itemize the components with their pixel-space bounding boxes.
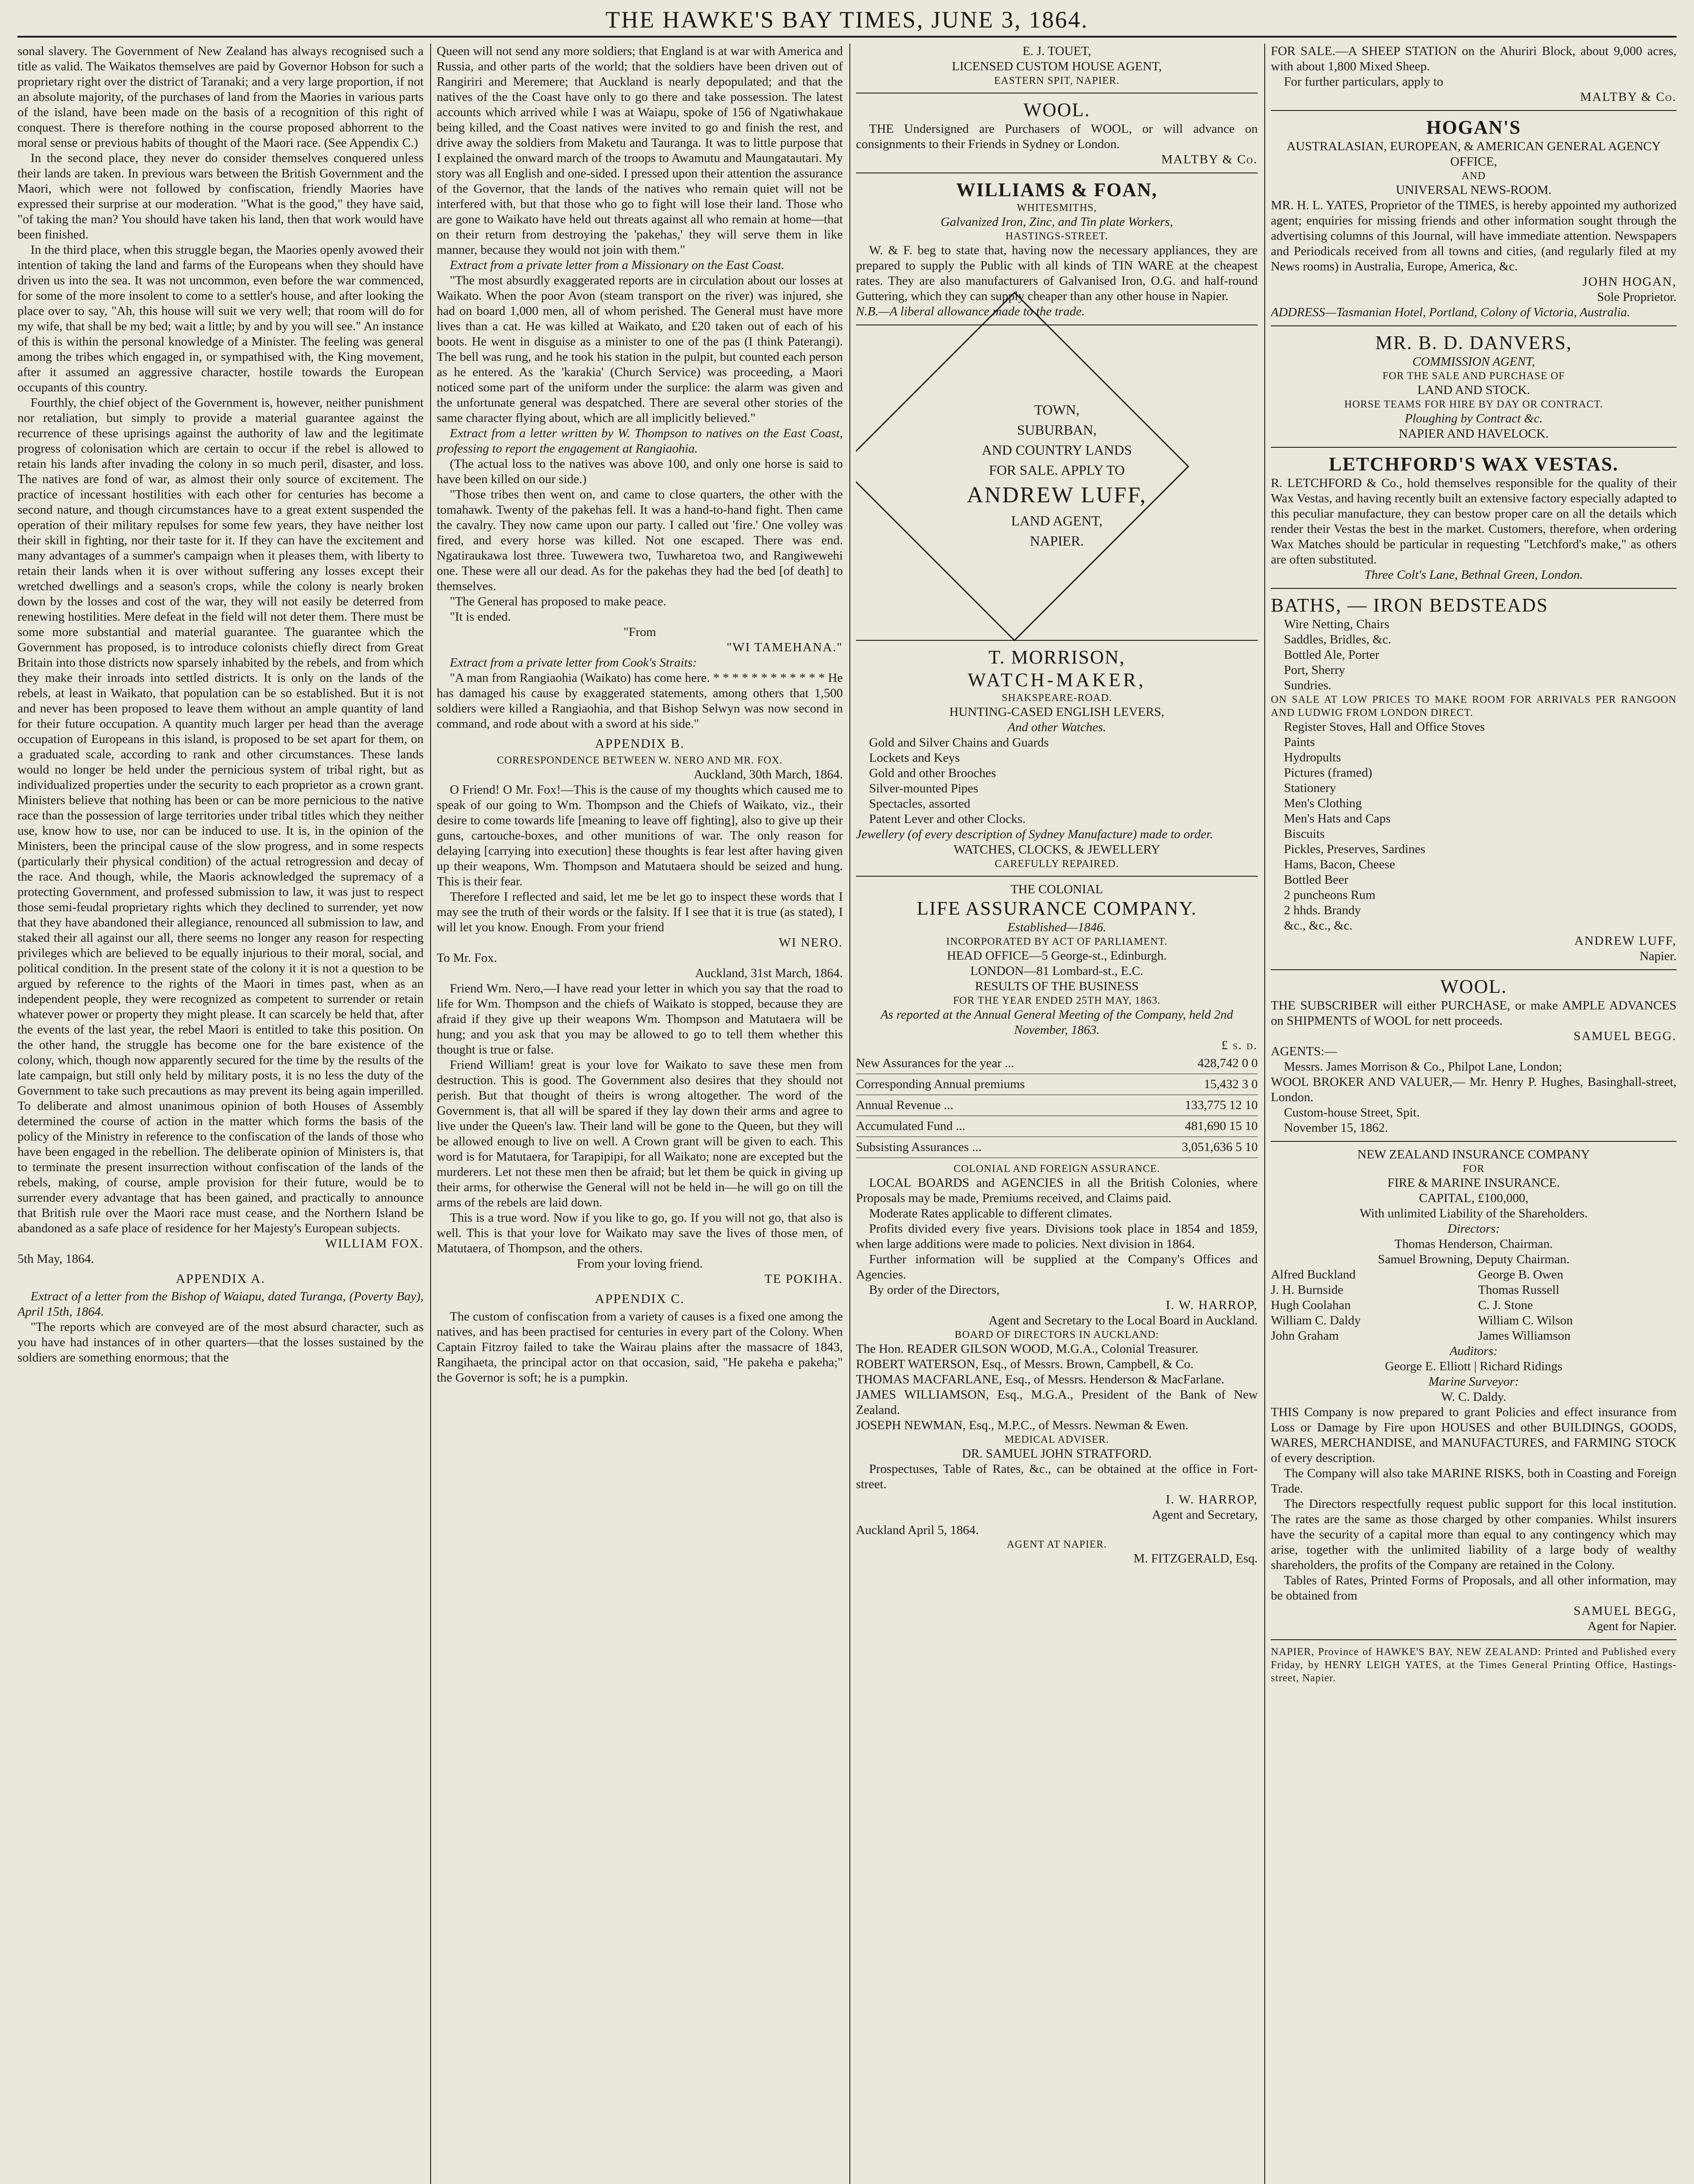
article-paragraph: This is a true word. Now if you like to go, go. If you will not go, that also is well. This is that your love for Waikato may save the lives of those men, of Matutaera, of Thompson, and the others. — [437, 1211, 843, 1255]
letter-closing: From your loving friend. — [576, 1257, 703, 1271]
table-cell: Subsisting Assurances ... — [856, 1137, 1133, 1158]
letchford-address: Three Colt's Lane, Bethnal Green, London. — [1364, 568, 1583, 582]
diamond-text — [856, 400, 1258, 551]
letchford-title: LETCHFORD'S WAX VESTAS. — [1328, 453, 1619, 475]
colonial-director: THOMAS MACFARLANE, Esq., of Messrs. Henderson & MacFarlane. — [856, 1372, 1225, 1386]
director-name: William C. Wilson — [1478, 1313, 1573, 1327]
onsale-signature-title: Napier. — [1639, 949, 1677, 963]
sale-signature: MALTBY & Co. — [1580, 90, 1677, 104]
morrison-items — [856, 735, 1258, 827]
ad-divider — [1271, 325, 1677, 326]
nz-chairman: Thomas Henderson, Chairman. — [1394, 1237, 1553, 1251]
director-name: George B. Owen — [1478, 1268, 1563, 1282]
colonial-text: Further information will be supplied at the Company's Offices and Agencies. — [856, 1252, 1258, 1282]
list-item: Hydropults — [1284, 750, 1341, 764]
article-paragraph: O Friend! O Mr. Fox!—This is the cause of my thoughts which caused me to speak of our going to Wm. Thompson and the Chiefs of Waikato, viz., their desire to come towards life [meaning to leave off fighting], also to give up their guns, cartouche-boxes, and other munitions of war. The only reason for delaying [carrying into execution] these thoughts is fear lest after having given up their weapons, Wm. Thompson and Matutaera should be seized and hung. This is their fear. — [437, 783, 843, 888]
director-name: Alfred Buckland — [1271, 1268, 1356, 1282]
morrison-address: SHAKSPEARE-ROAD. — [1001, 692, 1112, 704]
table-cell: 15,432 3 0 — [1133, 1074, 1258, 1095]
nz-title: NEW ZEALAND INSURANCE COMPANY — [1357, 1147, 1590, 1161]
sale-text: FOR SALE.—A SHEEP STATION on the Ahuriri Block, about 9,000 acres, with about 1,800 Mixed Sheep. — [1271, 44, 1677, 73]
letchford-text: R. LETCHFORD & Co., hold themselves responsible for the quality of their Wax Vestas, and having recently built an extensive factory especially adapted to this peculiar manufacture, they can bestow proper care on all the details which render their Vestas the best in the market. Customers, therefore, when ordering Wax Matches should be particular in requesting "Letchford's make," as others are often substituted. — [1271, 476, 1677, 567]
nz-subtitle: FIRE & MARINE INSURANCE. — [1387, 1176, 1560, 1190]
colonial-results: RESULTS OF THE BUSINESS — [975, 979, 1139, 993]
imprint: NAPIER, Province of HAWKE'S BAY, NEW ZEALAND: Printed and Published every Friday, by HENRY LEIGH YATES, at the Times General Printing Office, Hastings-street, Napier. — [1271, 1646, 1677, 1684]
table-row — [856, 1137, 1258, 1158]
article-paragraph: Friend William! great is your love for Waikato to save these men from destruction. This is good. The Government also desires that they should not perish. But that thought of theirs is wrong altogether. The word of the Government is, that all will be spared if they lay down their arms and agree to live under the Queen's law. Their land will be gone to the Queen, but they will be allowed enough to live on well. A Crown grant will be given to each. This word is for Matutaera, for Tarapipipi, for all Waikato; none are excepted but the murderers. Let not these men then be afraid; but let them be quick in giving up their arms, for otherwise the General will not be held in—he will go on till the arms of the rebels are laid down. — [437, 1058, 843, 1209]
article-paragraph: In the third place, when this struggle began, the Maories openly avowed their intention of taking the land and farms of the Europeans when they should have driven us into the sea. It was not uncommon, even before the war commenced, for some of the more insolent to come to a settler's house, and after looking the place over to say, "Ah, this house will suit we very well; that room will do for my wife, that shall be my bed; wait a little; by and by you will see." An instance of this is within the personal knowledge of a Minister. The feeling was general among the tribes which engaged in, or sympathised with, the King movement, after it assumed an aggressive character, hostile towards the European occupants of this country. — [17, 243, 424, 394]
sale-more: For further particulars, apply to — [1284, 75, 1443, 89]
table-cell: New Assurances for the year ... — [856, 1053, 1133, 1074]
morrison-repair-2: CAREFULLY REPAIRED. — [994, 858, 1119, 870]
morrison-note: Jewellery (of every description of Sydney Manufacture) made to order. — [856, 827, 1213, 841]
onsale-items — [1271, 719, 1677, 933]
wool2-signature: SAMUEL BEGG. — [1573, 1029, 1677, 1043]
colonial-signature: I. W. HARROP, — [1166, 1493, 1258, 1507]
danvers-subtitle: FOR THE SALE AND PURCHASE OF — [1382, 370, 1565, 382]
colonial-board: BOARD OF DIRECTORS IN AUCKLAND: — [955, 1329, 1159, 1341]
colonial-text: By order of the Directors, — [869, 1283, 1000, 1297]
table-cell: 481,690 15 10 — [1133, 1116, 1258, 1137]
from-line: "From — [623, 625, 656, 639]
williams-foan-address: HASTINGS-STREET. — [1005, 231, 1108, 242]
list-item: Sundries. — [1284, 678, 1332, 692]
diamond-line: SUBURBAN, — [1017, 422, 1097, 438]
danvers-horse: HORSE TEAMS FOR HIRE BY DAY OR CONTRACT. — [1344, 399, 1603, 410]
article-paragraph: "A man from Rangiaohia (Waikato) has come here. * * * * * * * * * * * * He has damaged his cause by exaggerated statements, among others that 1,500 soldiers were killed a Rangiaohia, and that Bishop Selwyn was now second in command, and rode about with a sword at his side." — [437, 671, 843, 731]
wool-text: THE Undersigned are Purchasers of WOOL, or will advance on consignments to their Friends in Sydney or London. — [856, 122, 1258, 151]
nz-signature: SAMUEL BEGG, — [1573, 1604, 1677, 1618]
appendix-a-title: APPENDIX A. — [176, 1272, 266, 1286]
nz-surveyor-head: Marine Surveyor: — [1428, 1375, 1519, 1389]
luff-diamond-ad — [856, 334, 1258, 631]
director-name: C. J. Stone — [1478, 1298, 1533, 1312]
wool-signature: MALTBY & Co. — [1161, 152, 1258, 166]
hogan-subtitle: AUSTRALASIAN, EUROPEAN, & AMERICAN GENERAL AGENCY OFFICE, — [1287, 139, 1661, 169]
table-row — [856, 1074, 1258, 1095]
colonial-signature-title: Agent and Secretary, — [1152, 1508, 1258, 1522]
wool2-text: THE SUBSCRIBER will either PURCHASE, or make AMPLE ADVANCES on SHIPMENTS of WOOL for nett proceeds. — [1271, 999, 1677, 1028]
colonial-london: LONDON—81 Lombard-st., E.C. — [970, 964, 1144, 978]
list-item: Silver-mounted Pipes — [869, 781, 978, 795]
danvers-name: MR. B. D. DANVERS, — [1375, 332, 1572, 353]
nz-surveyor: W. C. Daldy. — [1441, 1390, 1507, 1404]
column-rule — [849, 44, 850, 2184]
list-item: Gold and other Brooches — [869, 766, 996, 780]
ad-divider — [1271, 588, 1677, 589]
nz-capital: CAPITAL, £100,000, — [1419, 1191, 1528, 1205]
hogan-signature-title: Sole Proprietor. — [1597, 290, 1677, 304]
morrison-repair: WATCHES, CLOCKS, & JEWELLERY — [953, 843, 1160, 857]
wool2-date: November 15, 1862. — [1284, 1121, 1388, 1135]
ad-divider — [856, 876, 1258, 877]
danvers-address: NAPIER AND HAVELOCK. — [1398, 427, 1549, 441]
table-cell: Accumulated Fund ... — [856, 1116, 1133, 1137]
wool-title: WOOL. — [1023, 99, 1090, 121]
touet-name: E. J. TOUET, — [1022, 44, 1091, 58]
colonial-agent-name: M. FITZGERALD, Esq. — [1133, 1552, 1258, 1565]
ad-divider — [1271, 1639, 1677, 1640]
nz-text: The Directors respectfully request public support for this local institution. The rates are the same as those charged by other companies. Whilst insurers have the security of a capital more than equal to any contingency which may arise, together with the unlimited liability of a large body of wealthy shareholders, the profits of the Company are retained in the Colony. — [1271, 1497, 1677, 1572]
list-item: Lockets and Keys — [869, 751, 960, 765]
director-name: J. H. Burnside — [1271, 1283, 1343, 1297]
colonial-text: Profits divided every five years. Divisions took place in 1854 and 1859, when large additions were made to policies. Next division in 1864. — [856, 1222, 1258, 1251]
list-item: 2 puncheons Rum — [1284, 888, 1376, 902]
from-name: "WI TAMEHANA." — [726, 640, 843, 654]
extract-heading: Extract from a private letter from Cook's Straits: — [450, 656, 697, 670]
extract-heading: Extract from a private letter from a Missionary on the East Coast. — [450, 258, 785, 272]
list-item: Pictures (framed) — [1284, 766, 1373, 780]
list-item: Biscuits — [1284, 827, 1325, 841]
wool2-broker: WOOL BROKER AND VALUER,— Mr. Henry P. Hughes, Basinghall-street, London. — [1271, 1075, 1677, 1104]
letter-date: Auckland, 31st March, 1864. — [695, 966, 843, 980]
table-cell: 3,051,636 5 10 — [1133, 1137, 1258, 1158]
hogan-title: HOGAN'S — [1426, 117, 1521, 138]
colonial-director: JAMES WILLIAMSON, Esq., M.G.A., President of the Bank of New Zealand. — [856, 1388, 1258, 1417]
nz-text: Tables of Rates, Printed Forms of Proposals, and all other information, may be obtained from — [1271, 1573, 1677, 1603]
column-4 — [1271, 44, 1677, 2184]
table-cell: 428,742 0 0 — [1133, 1053, 1258, 1074]
danvers-plough: Ploughing by Contract &c. — [1404, 411, 1543, 425]
list-item: Port, Sherry — [1284, 663, 1346, 677]
colonial-established: Established—1846. — [1007, 920, 1107, 934]
onsale-text: ON SALE AT LOW PRICES TO MAKE ROOM FOR ARRIVALS PER RANGOON AND LUDWIG FROM LONDON DIRECT. — [1271, 694, 1677, 719]
article-signature: WILLIAM FOX. — [325, 1237, 424, 1251]
hogan-address: ADDRESS—Tasmanian Hotel, Portland, Colony of Victoria, Australia. — [1271, 305, 1630, 319]
colonial-agent: AGENT AT NAPIER. — [1007, 1539, 1107, 1550]
article-paragraph: "The General has proposed to make peace. — [450, 594, 666, 608]
article-paragraph: Queen will not send any more soldiers; that England is at war with America and Russia, and other parts of the world; that the soldiers have been driven out of Rangiriri and Meremere; that Auckland is nearly depopulated; and that the natives of the the Coast have only to go there and take possession. The latest accounts which arrived while I was at Waiapu, spoke of 156 of Ngatiwhakaue being killed, and the Coast natives were invited to go and finish the rest, and drive away the soldiers from Maketu and Tauranga. It was to little purpose that I explained the onward march of the troops to Awamutu and Maungatautari. My story was all English and one-sided. I pressed upon their attention the assurance of the Governor, that the lands of the natives who remain quiet will not be interfered with, but that those who go to fight will lose their land. Those who are gone to Waikato have held out threats against all who remain at home—that on their return from destroying the 'pakehas,' they will serve them in like manner, because they would not join with them." — [437, 44, 843, 257]
column-2 — [437, 44, 843, 2184]
nz-auditors: George E. Elliott | Richard Ridings — [1385, 1359, 1563, 1373]
colonial-head-office: HEAD OFFICE—5 George-st., Edinburgh. — [947, 949, 1167, 963]
colonial-signature-title: Agent and Secretary to the Local Board in Auckland. — [988, 1313, 1258, 1327]
touet-address: EASTERN SPIT, NAPIER. — [994, 75, 1120, 86]
colonial-incorporated: INCORPORATED BY ACT OF PARLIAMENT. — [946, 936, 1168, 947]
list-item: Men's Clothing — [1284, 796, 1362, 810]
diamond-line: LAND AGENT, — [1011, 513, 1103, 529]
morrison-lead: HUNTING-CASED ENGLISH LEVERS, — [949, 705, 1165, 719]
article-paragraph: Friend Wm. Nero,—I have read your letter in which you say that the road to life for Wm. Thompson and the chiefs of Waikato is stopped, because they are afraid if they give up their weapons Wm. Thompson and Matutaera will be hung; and you ask that you may be allowed to go to tell them whether this thought is true or false. — [437, 981, 843, 1057]
colonial-medical: MEDICAL ADVISER. — [1004, 1434, 1109, 1445]
list-item: Stationery — [1284, 781, 1336, 795]
nz-directors-head: Directors: — [1447, 1222, 1500, 1236]
colonial-units: £ s. d. — [1221, 1038, 1258, 1052]
appendix-b-title: APPENDIX B. — [595, 736, 685, 751]
list-item: Saddles, Bridles, &c. — [1284, 632, 1391, 646]
article-paragraph: (The actual loss to the natives was above 100, and only one horse is said to have been killed on our side.) — [437, 457, 843, 486]
column-1 — [17, 44, 424, 2184]
diamond-line: TOWN, — [1034, 402, 1080, 418]
nz-signature-title: Agent for Napier. — [1587, 1619, 1677, 1633]
list-item: Register Stoves, Hall and Office Stoves — [1284, 720, 1485, 734]
ad-divider — [1271, 447, 1677, 448]
article-date: 5th May, 1864. — [17, 1252, 94, 1266]
list-item: Gold and Silver Chains and Guards — [869, 736, 1049, 750]
article-paragraph: The custom of confiscation from a variety of causes is a fixed one among the natives, and has been practised for centuries in every part of the Colony. When Captain Fitzroy failed to take the Wairau plains after the massacre of 1843, Rangihaeta, the principal actor on that occasion, said, "He pakeha e pakeha;" the Governor is soft; he is a pumpkin. — [437, 1310, 843, 1385]
letter-recipient: To Mr. Fox. — [437, 951, 497, 965]
list-item: Paints — [1284, 735, 1315, 749]
appendix-a-subtitle: Extract of a letter from the Bishop of Waiapu, dated Turanga, (Poverty Bay), April 15th, 1864. — [17, 1289, 424, 1319]
article-paragraph: sonal slavery. The Government of New Zealand has always recognised such a title as valid. The Waikatos themselves are paid by Governor Hobson for such a proprietary right over the district of Taranaki; and a very large proportion, if not an absolute majority, of the purchases of land from the Maories in various parts of the island, have been made on the basis of a recognition of this right of conquest. There is therefore nothing in the course proposed abhorrent to the moral sense or previous habits of thought of the Maori race. (See Appendix C.) — [17, 44, 424, 150]
ad-divider — [1271, 1141, 1677, 1142]
extract-heading: Extract from a letter written by W. Thompson to natives on the East Coast, professing to report the engagement at Rangiaohia. — [437, 426, 843, 456]
williams-foan-title: WILLIAMS & FOAN, — [956, 179, 1158, 200]
director-name: James Williamson — [1478, 1329, 1571, 1343]
danvers-title: COMMISSION AGENT, — [1412, 355, 1535, 369]
column-rule — [1264, 44, 1265, 2184]
appendix-b-subtitle: CORRESPONDENCE BETWEEN W. NERO AND MR. FOX. — [497, 755, 783, 766]
director-name: Thomas Russell — [1478, 1283, 1559, 1297]
ad-divider — [856, 640, 1258, 641]
hogan-text: MR. H. L. YATES, Proprietor of the TIMES, is hereby appointed my authorized agent; enquiries for missing friends and other information sought through the advertising columns of this Journal, will have immediate attention. Newspapers and Periodicals received from all towns and cities, (and regularly filed at my News rooms) in Australia, Europe, America, &c. — [1271, 198, 1677, 273]
list-item: Pickles, Preserves, Sardines — [1284, 842, 1425, 856]
nz-text: THIS Company is now prepared to grant Policies and effect insurance from Loss or Damage by Fire upon HOUSES and other BUILDINGS, GOODS, WARES, MERCHANDISE, and MANUFACTURES, and FARMING STOCK of every description. — [1271, 1405, 1677, 1465]
director-name: Hugh Coolahan — [1271, 1298, 1351, 1312]
diamond-line: FOR SALE. APPLY TO — [989, 462, 1125, 478]
wool2-agents: AGENTS:— — [1271, 1044, 1337, 1058]
diamond-line: NAPIER. — [1030, 533, 1084, 549]
diamond-name: ANDREW LUFF, — [966, 483, 1147, 508]
director-name: William C. Daldy — [1271, 1313, 1361, 1327]
colonial-date: Auckland April 5, 1864. — [856, 1523, 979, 1537]
article-paragraph: Therefore I reflected and said, let me be let go to inspect these words that I may see the truth of their words or the falsity. If I see that it is true (as stated), I will let you know. Enough. From your friend — [437, 890, 843, 934]
letter-signature: TE POKIHA. — [764, 1272, 843, 1286]
list-item: &c., &c., &c. — [1284, 919, 1353, 933]
williams-foan-note: N.B.—A liberal allowance made to the trade. — [856, 304, 1085, 318]
hogan-and: AND — [1462, 170, 1486, 182]
appendix-a-text: "The reports which are conveyed are of the most absurd character, such as you have had instances of in other quarters—that the losses sustained by the soldiers are something enormous; that the — [17, 1320, 424, 1365]
colonial-medical-name: DR. SAMUEL JOHN STRATFORD. — [962, 1447, 1152, 1461]
colonial-text: Prospectuses, Table of Rates, &c., can be obtained at the office in Fort-street. — [856, 1462, 1258, 1491]
list-item: Spectacles, assorted — [869, 797, 970, 811]
colonial-results-table — [856, 1053, 1258, 1158]
wool2-agent: Messrs. James Morrison & Co., Philpot Lane, London; — [1284, 1060, 1563, 1074]
list-item: Hams, Bacon, Cheese — [1284, 857, 1395, 871]
column-3 — [856, 44, 1258, 2184]
williams-foan-trade: WHITESMITHS, — [1017, 202, 1097, 214]
article-paragraph: "It is ended. — [450, 610, 511, 624]
colonial-reported: As reported at the Annual General Meeting of the Company, held 2nd November, 1863. — [880, 1008, 1233, 1037]
colonial-the: THE COLONIAL — [1011, 882, 1103, 896]
table-row — [856, 1116, 1258, 1137]
table-cell: 133,775 12 10 — [1133, 1095, 1258, 1116]
article-paragraph: In the second place, they never do consider themselves conquered unless their lands are taken. In previous wars between the British Government and the Maori, which were not followed by confiscation, friendly Maories have expressed their surprise at our moderation. "What is the good," they have said, "of taking the man? You should have taken his land, then that work would have been finished. — [17, 151, 424, 242]
williams-foan-subtitle: Galvanized Iron, Zinc, and Tin plate Workers, — [941, 215, 1173, 229]
onsale-signature: ANDREW LUFF, — [1574, 934, 1677, 948]
colonial-director: JOSEPH NEWMAN, Esq., M.P.C., of Messrs. Newman & Ewen. — [856, 1418, 1189, 1432]
column-rule — [430, 44, 431, 2184]
list-item: Bottled Beer — [1284, 873, 1349, 887]
williams-foan-text: W. & F. beg to state that, having now the necessary appliances, they are prepared to supply the Public with all kinds of TIN WARE at the cheapest rates. They are also manufacturers of Galvanised Iron, O.G. and half-round Guttering, which they can supply cheaper than any other house in Napier. — [856, 243, 1258, 303]
morrison-lead-2: And other Watches. — [1007, 720, 1106, 734]
ad-divider — [1271, 110, 1677, 111]
article-paragraph: Fourthly, the chief object of the Government is, however, neither punishment nor retaliation, but simply to provide a material guarantee against the recurrence of these uprisings against the authority of law and the legitimate progress of colonisation which are certain to occur if the rebel is allowed to retain his lands after invading the colony in so much peril, disaster, and loss. The natives are fond of war, as almost their only source of excitement. The practice of incessant hostilities with each other for centuries has become a second nature, and though circumstances have to a great extent suspended the operation of their military repulses for some few years, they have neither lost their skill in fighting, nor their taste for it. If they can have the excitement and many advantages of a summer's campaign when it pleases them, with liberty to retain their lands when it is over without suffering any losses except their wretched dwellings and a season's crops, while the colony is nearly broken down by the losses and cost of the war, they will not easily be deterred from renewing hostilities. Mere defeat in the field will not deter them. There must be some more substantial and material guarantee. The guarantee which the Government has proposed, is to introduce colonists chiefly direct from Great Britain into those districts now sparsely inhabited by the rebels, and from which they make their inroads into settled districts. It is only on the lands of the rebels, at least in Waikato, that population can be so established. But it is not and never has been proposed to leave them without an ample quantity of land for their future occupation. A quantity much larger per head than the average occupation of Europeans in this island, is proposed to be set apart for them, on a graduated scale, according to rank and other circumstances. These lands would no longer be held under the pernicious system of tribal right, but as individualized properties under the security to each proprietor as a crown grant. Ministers believe that nothing has been or can be more pernicious to the native race than the possession of large territories under tribal titles which they neither use, know how to use, nor can be induced to use. It is, in the opinion of the Ministers, been the principal cause of the slow progress, and in some respects (particularly their physical condition) of the actual retrogression and decay of the race. And though, while, the Maoris acknowledged the supremacy of a protecting Government, and professed submission to law, it was just to respect those semi-feudal proprietary rights which they declined to surrender, yet now that they have abandoned their allegiance, renounced all submission to law, and staked their all against our all, there seems no longer any reason for respecting privileges which are believed to be equally injurious to their moral, social, and political condition. In the present state of the colony it it is not a question to be argued by reference to the rights of the Maori in times past, when as an independent people, they were recognized as competent to surrender or retain whatever power or property they might please. It can scarcely be held that, after the events of the last year, the rebel Maori is entitled to take this position. On the other hand, the struggle has become one for the bare existence of the colony, which, though now apparently secured for the time by the results of the late campaign, but still only held by military posts, it is no less the duty of the Government to take such precautions as may prevent its being again imperilled. To deliberate and almost unanimous opinion of both Houses of Assembly determined the course of action in the matter which forms the basis of the policy of the Ministry in reference to the confiscation of the lands of those who have been engaged in the rebellion. The deliberate opinion of Ministers is, that to terminate the present insurrection without confiscation of the lands of the rebels, making, of course, ample provision for their future, would be to surrender every advantage that has been gained, and practically to announce that British rule over the Maori race must cease, and the Northern Island be abandoned as a safe place of residence for her Majesty's European subjects. — [17, 396, 424, 1235]
colonial-director: The Hon. READER GILSON WOOD, M.G.A., Colonial Treasurer. — [856, 1342, 1199, 1356]
table-row — [856, 1053, 1258, 1074]
hogan-news: UNIVERSAL NEWS-ROOM. — [1396, 183, 1552, 197]
nz-directors — [1271, 1267, 1677, 1344]
ad-divider — [1271, 969, 1677, 970]
nz-auditors-head: Auditors: — [1449, 1344, 1498, 1358]
list-item: Bottled Ale, Porter — [1284, 648, 1380, 662]
nz-deputy: Samuel Browning, Deputy Chairman. — [1378, 1252, 1570, 1266]
colonial-signature: I. W. HARROP, — [1166, 1298, 1258, 1312]
morrison-title: WATCH-MAKER, — [967, 669, 1146, 691]
nz-for: FOR — [1463, 1163, 1485, 1175]
colonial-results-2: FOR THE YEAR ENDED 25TH MAY, 1863. — [953, 995, 1161, 1006]
touet-title: LICENSED CUSTOM HOUSE AGENT, — [952, 59, 1162, 73]
baths-head: BATHS, — IRON BEDSTEADS — [1271, 594, 1549, 616]
diamond-line: AND COUNTRY LANDS — [982, 442, 1132, 458]
hogan-signature: JOHN HOGAN, — [1582, 275, 1677, 289]
article-paragraph: "Those tribes then went on, and came to close quarters, the other with the tomahawk. Twenty of the pakehas fell. It was a hand-to-hand fight. Then came the cavalry. They now came upon our party. I called out 'fire.' One volley was fired, and every horse was killed. Not one escaped. There was end. Ngatiraukawa lost three. Tuwewera two, Tuwharetoa two, and Rangiwewehi one. These were all our dead. As for the pakehas they had the bed [of death] to themselves. — [437, 487, 843, 593]
table-row — [856, 1095, 1258, 1116]
wool2-title: WOOL. — [1440, 976, 1507, 997]
appendix-c-title: APPENDIX C. — [595, 1292, 685, 1306]
colonial-foreign: COLONIAL AND FOREIGN ASSURANCE. — [953, 1163, 1160, 1175]
director-name: John Graham — [1271, 1329, 1339, 1343]
list-item: Men's Hats and Caps — [1284, 812, 1391, 826]
baths-items — [1271, 617, 1677, 693]
nz-text: The Company will also take MARINE RISKS, both in Coasting and Foreign Trade. — [1271, 1466, 1677, 1496]
colonial-title: LIFE ASSURANCE COMPANY. — [917, 898, 1197, 919]
masthead: THE HAWKE'S BAY TIMES, JUNE 3, 1864. — [17, 5, 1677, 38]
morrison-name: T. MORRISON, — [988, 646, 1125, 668]
letter-signature: WI NERO. — [779, 936, 843, 950]
colonial-text: LOCAL BOARDS and AGENCIES in all the British Colonies, where Proposals may be made, Premiums received, and Claims paid. — [856, 1176, 1258, 1205]
article-paragraph: "The most absurdly exaggerated reports are in circulation about our losses at Waikato. When the poor Avon (steam transport on the river) was injured, she had on board 1,000 men, all of whom perished. The General must have more lives than a cat. He was killed at Waikato, and £20 taken out of each of his boots. He went in disguise as a minister to one of the pas (I think Paterangi). The bell was rung, and he took his station in the pulpit, but counted each person as he entered. As the 'karakia' (Church Service) was proceeding, a Maori noticed some part of the uniform under the surplice: the alarm was given and the unfortunate general was despatched. There are several other stories of the same character flying about, which are all implicitly believed." — [437, 273, 843, 425]
table-cell: Corresponding Annual premiums — [856, 1074, 1133, 1095]
nz-liability: With unlimited Liability of the Shareholders. — [1359, 1206, 1588, 1220]
list-item: 2 hhds. Brandy — [1284, 903, 1361, 917]
wool2-address: Custom-house Street, Spit. — [1284, 1106, 1420, 1120]
list-item: Patent Lever and other Clocks. — [869, 812, 1026, 826]
letter-date: Auckland, 30th March, 1864. — [693, 767, 843, 781]
table-cell: Annual Revenue ... — [856, 1095, 1133, 1116]
colonial-director: ROBERT WATERSON, Esq., of Messrs. Brown, Campbell, & Co. — [856, 1357, 1194, 1371]
colonial-text: Moderate Rates applicable to different climates. — [869, 1206, 1112, 1220]
list-item: Wire Netting, Chairs — [1284, 617, 1390, 631]
danvers-subtitle-2: LAND AND STOCK. — [1417, 383, 1530, 397]
